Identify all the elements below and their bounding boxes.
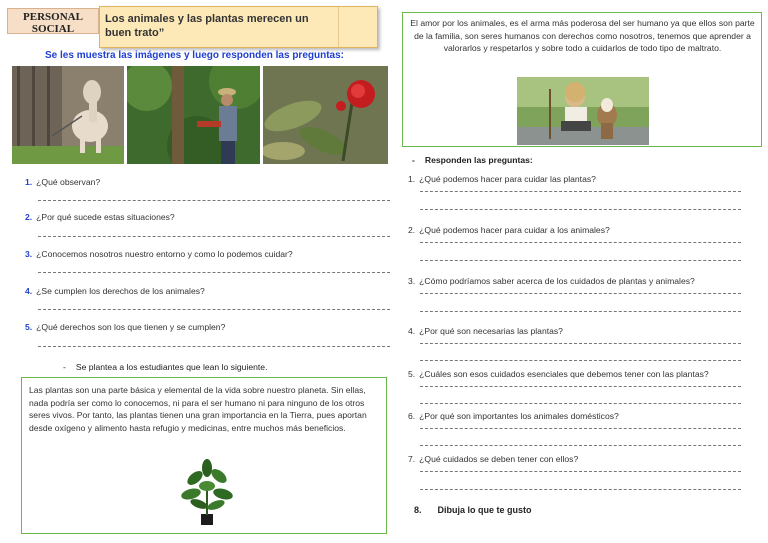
answer-line[interactable] [420, 428, 741, 429]
left-question-2: 2. ¿Por qué sucede estas situaciones? [25, 212, 175, 222]
boy-with-dog-image [517, 77, 649, 150]
answer-line[interactable] [420, 209, 741, 210]
worksheet-title: Los animales y las plantas merecen un buen trato” [105, 13, 309, 39]
answer-line[interactable] [38, 236, 390, 237]
answer-line[interactable] [420, 360, 741, 361]
right-question-1: 1. ¿Qué podemos hacer para cuidar las plantas? [408, 174, 596, 184]
right-question-7: 7. ¿Qué cuidados se deben tener con ellos? [408, 454, 579, 464]
tree-cutting-photo [127, 66, 260, 164]
title-box [99, 6, 378, 48]
answer-line[interactable] [420, 445, 741, 446]
respond-heading: - Responden las preguntas: [412, 155, 533, 165]
answer-line[interactable] [420, 403, 741, 404]
plants-paragraph: Las plantas son una parte básica y elemental de la vida sobre nuestro planeta. Sin ellas, nada podría ser como lo conocemos, ni para el ser humano ni para ninguno de los otros seres vivos. Por tanto, las plantas tienen una gran importancia en la Tierra, pues aportan desde oxígeno y alimento hasta refugio y medicinas, entre muchos más beneficios. [29, 385, 367, 433]
answer-line[interactable] [38, 272, 390, 273]
plants-text-box [21, 377, 387, 534]
answer-line[interactable] [420, 293, 741, 294]
potted-plant-image [177, 458, 237, 531]
answer-line[interactable] [420, 260, 741, 261]
rose-photo [263, 66, 388, 164]
draw-task: 8. Dibuja lo que te gusto [414, 505, 532, 515]
instructions: Se les muestra las imágenes y luego responden las preguntas: [45, 50, 344, 61]
answer-line[interactable] [38, 346, 390, 347]
animals-paragraph: El amor por los animales, es el arma más poderosa del ser humano ya que ellos son parte de la familia, son seres humanos con derechos como nosotros, tenemos que aprender a valorarlos y respetarlos y sobre todo a cuidarlos de todo tipo de maltrato. [410, 18, 755, 53]
answer-line[interactable] [38, 200, 390, 201]
left-question-4: 4. ¿Se cumplen los derechos de los animales? [25, 286, 205, 296]
answer-line[interactable] [38, 309, 390, 310]
answer-line[interactable] [420, 343, 741, 344]
subject-label: PERSONAL SOCIAL [7, 8, 99, 34]
chained-dog-photo [12, 66, 124, 164]
answer-line[interactable] [420, 489, 741, 490]
animals-text-box [402, 12, 762, 147]
title-divider [338, 7, 339, 47]
right-question-5: 5. ¿Cuáles son esos cuidados esenciales que debemos tener con las plantas? [408, 369, 709, 379]
right-question-6: 6. ¿Por qué son importantes los animales domésticos? [408, 411, 619, 421]
answer-line[interactable] [420, 311, 741, 312]
reading-prompt: - Se plantea a los estudiantes que lean lo siguiente. [63, 362, 268, 372]
answer-line[interactable] [420, 471, 741, 472]
right-question-3: 3. ¿Cómo podríamos saber acerca de los cuidados de plantas y animales? [408, 276, 695, 286]
left-question-5: 5. ¿Qué derechos son los que tienen y se cumplen? [25, 322, 226, 332]
left-question-3: 3. ¿Conocemos nosotros nuestro entorno y como lo podemos cuidar? [25, 249, 293, 259]
right-question-4: 4. ¿Por qué son necesarias las plantas? [408, 326, 563, 336]
answer-line[interactable] [420, 386, 741, 387]
left-question-1: 1. ¿Qué observan? [25, 177, 101, 187]
right-question-2: 2. ¿Qué podemos hacer para cuidar a los animales? [408, 225, 610, 235]
answer-line[interactable] [420, 242, 741, 243]
answer-line[interactable] [420, 191, 741, 192]
